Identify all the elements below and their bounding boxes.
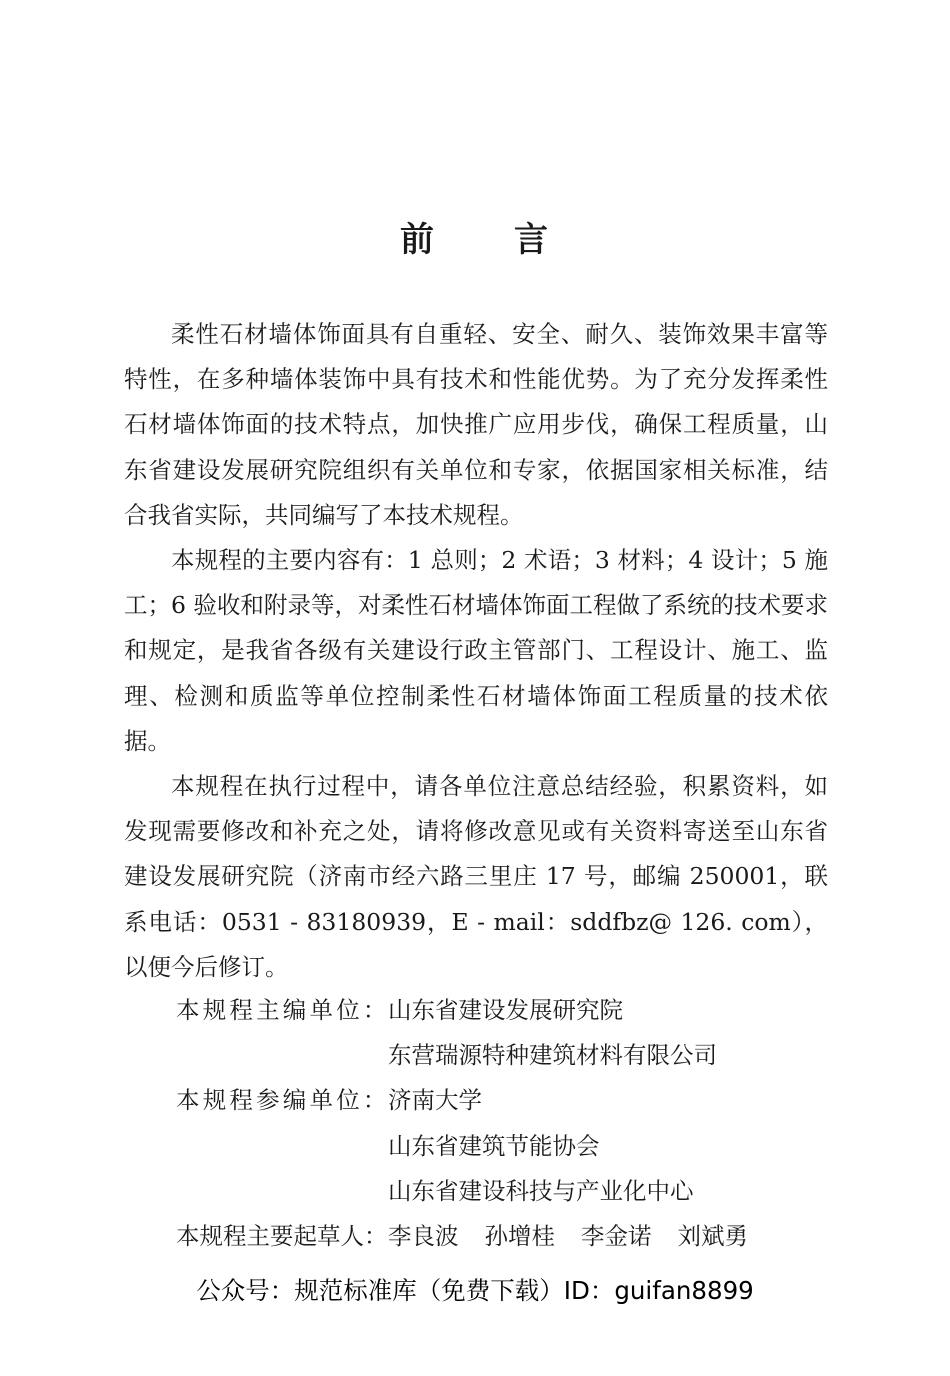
title-char-left: 前 — [400, 220, 436, 260]
drafter-name: 刘斌勇 — [677, 1221, 748, 1250]
participating-editor-label: 本规程参编单位： — [176, 1086, 390, 1115]
preface-body — [124, 312, 828, 990]
participating-editor-unit: 山东省建设科技与产业化中心 — [388, 1176, 694, 1205]
participating-editor-unit: 济南大学 — [388, 1086, 482, 1115]
drafters-label: 本规程主要起草人： — [176, 1221, 388, 1250]
participating-editor-row — [176, 1078, 836, 1214]
title-char-right: 言 — [514, 220, 550, 260]
page-title — [0, 212, 950, 261]
drafter-name: 孙增桂 — [484, 1221, 555, 1250]
chief-editor-label: 本规程主编单位： — [176, 996, 390, 1024]
preface-paragraph-2: 本规程的主要内容有：1 总则；2 术语；3 材料；4 设计；5 施工；6 验收和附录等，对柔性石材墙体饰面工程做了系统的技术要求和规定，是我省各级有关建设行政主管部门、工程设计、施工、监理、检测和质监等单位控制柔性石材墙体饰面工程质量的技术依据。 — [124, 546, 828, 755]
drafters-row — [176, 1214, 836, 1259]
preface-paragraph-1: 柔性石材墙体饰面具有自重轻、安全、耐久、装饰效果丰富等特性，在多种墙体装饰中具有技术和性能优势。为了充分发挥柔性石材墙体饰面的技术特点，加快推广应用步伐，确保工程质量，山东省建设发展研究院组织有关单位和专家，依据国家相关标准，结合我省实际，共同编写了本技术规程。 — [124, 320, 828, 529]
chief-editor-unit: 山东省建设发展研究院 — [388, 996, 623, 1024]
preface-paragraph-3: 本规程在执行过程中，请各单位注意总结经验，积累资料，如发现需要修改和补充之处，请将修改意见或有关资料寄送至山东省建设发展研究院（济南市经六路三里庄 17 号，邮编 250001，联系电话：0531 - 83180939，E - mail：sddfbz@ 126. com），以便今后修订。 — [124, 772, 828, 981]
drafter-name: 李良波 — [388, 1221, 459, 1250]
editor-units — [176, 988, 836, 1259]
watermark-text: 公众号：规范标准库（免费下载）ID：guifan8899 — [196, 1276, 754, 1305]
drafter-name: 李金诺 — [581, 1221, 652, 1250]
chief-editor-unit: 东营瑞源特种建筑材料有限公司 — [388, 1041, 717, 1070]
participating-editor-unit: 山东省建筑节能协会 — [388, 1131, 600, 1160]
chief-editor-row — [176, 988, 836, 1078]
